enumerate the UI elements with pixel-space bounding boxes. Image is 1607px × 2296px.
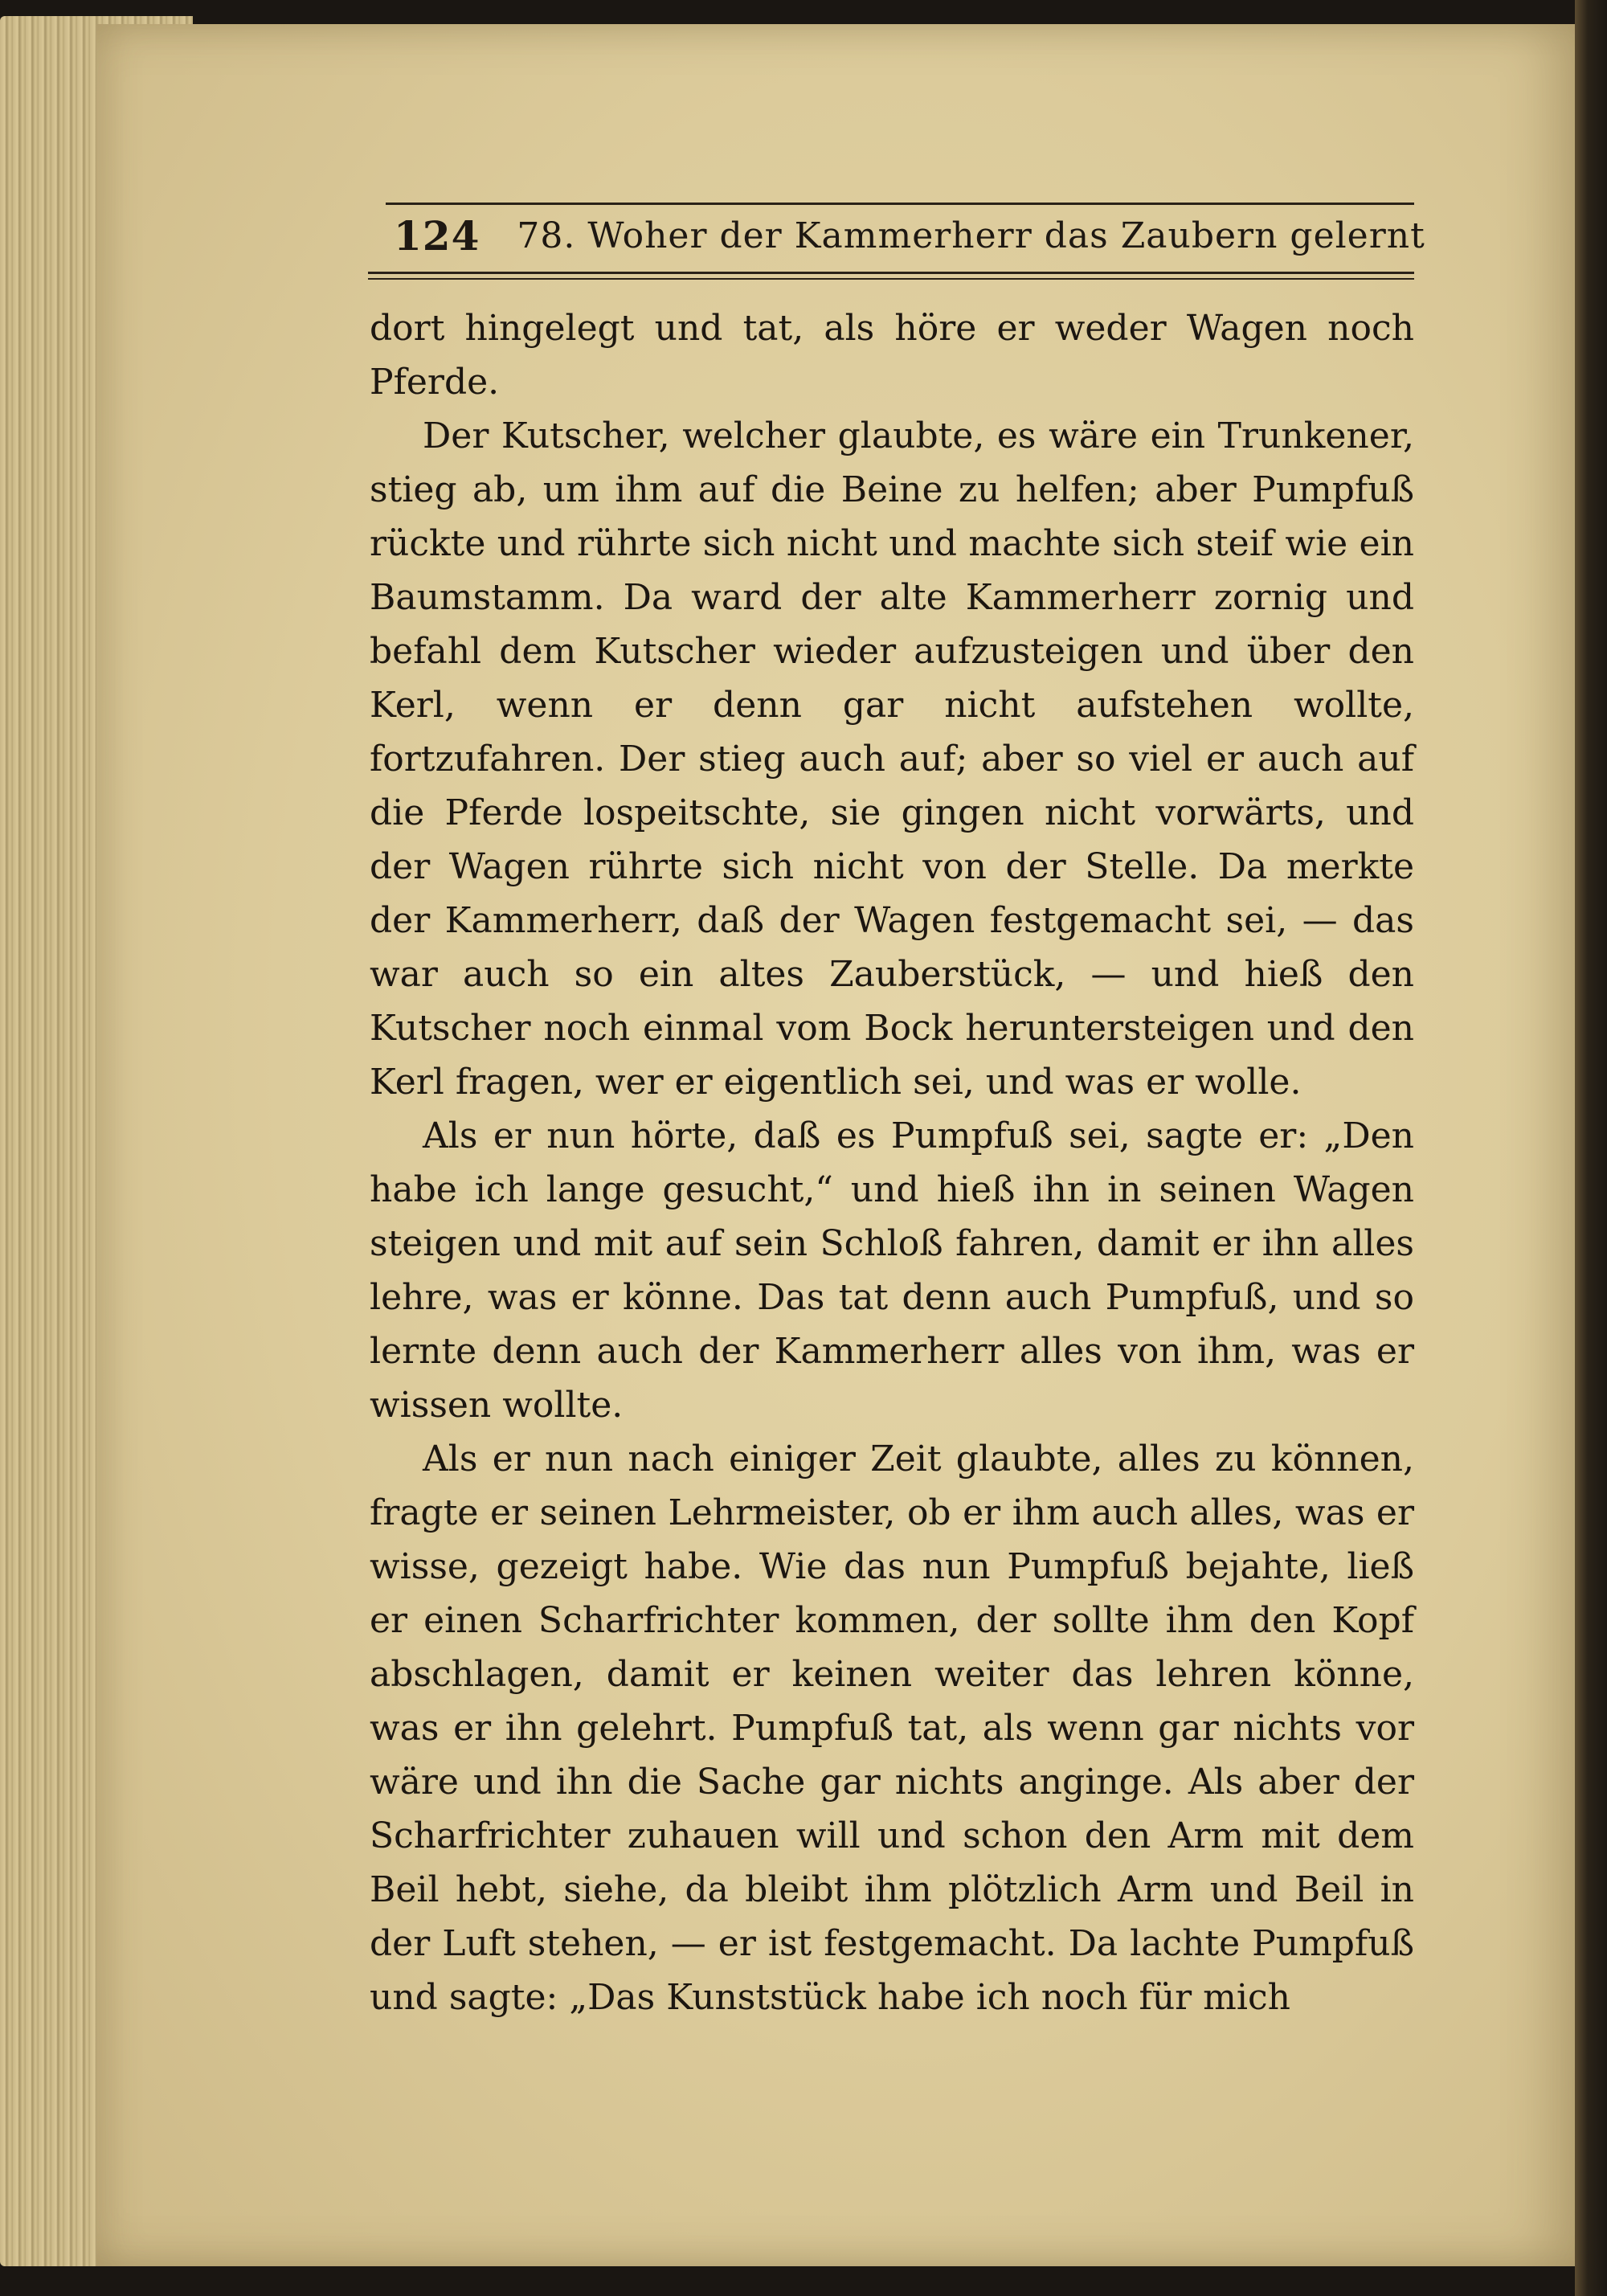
header-rule-top — [386, 203, 1414, 205]
page-header — [394, 207, 1425, 264]
page-number: 124 — [394, 211, 480, 260]
running-title: 78. Woher der Kammerherr das Zaubern gelernt — [517, 215, 1425, 256]
header-rule-bottom — [368, 272, 1414, 280]
paragraph-2: Der Kutscher, welcher glaubte, es wäre ein Trunkener, stieg ab, um ihm auf die Beine zu helfen; aber Pumpfuß rückte und rührte sich nicht und machte sich steif wie ein Baumstamm. Da ward der alte Kammerherr zornig und befahl dem Kutscher wieder aufzusteigen und über den Kerl, wenn er denn gar nicht aufstehen wollte, fortzufahren. Der stieg auch auf; aber so viel er auch auf die Pferde lospeitschte, sie gingen nicht vorwärts, und der Wagen rührte sich nicht von der Stelle. Da merkte der Kammerherr, daß der Wagen festgemacht sei, — das war auch so ein altes Zauberstück, — und hieß den Kutscher noch einmal vom Bock heruntersteigen und den Kerl fragen, wer er eigentlich sei, und was er wolle. — [370, 415, 1414, 1103]
paragraph-1: dort hingelegt und tat, als höre er weder Wagen noch Pferde. — [370, 308, 1414, 403]
body-text — [370, 301, 1414, 2024]
book-gutter-shadow — [1575, 0, 1607, 2296]
paragraph-4: Als er nun nach einiger Zeit glaubte, alles zu können, fragte er seinen Lehrmeister, ob er ihm auch alles, was er wisse, gezeigt habe. Wie das nun Pumpfuß bejahte, ließ er einen Scharfrichter kommen, der sollte ihm den Kopf abschlagen, damit er keinen weiter das lehren könne, was er ihn gelehrt. Pumpfuß tat, als wenn gar nichts vor wäre und ihn die Sache gar nichts anginge. Als aber der Scharfrichter zuhauen will und schon den Arm mit dem Beil hebt, siehe, da bleibt ihm plötzlich Arm und Beil in der Luft stehen, — er ist festgemacht. Da lachte Pumpfuß und sagte: „Das Kunststück habe ich noch für mich — [370, 1439, 1414, 2018]
paragraph-3: Als er nun hörte, daß es Pumpfuß sei, sagte er: „Den habe ich lange gesucht,“ und hieß ihn in seinen Wagen steigen und mit auf sein Schloß fahren, damit er ihn alles lehre, was er könne. Das tat denn auch Pumpfuß, und so lernte denn auch der Kammerherr alles von ihm, was er wissen wollte. — [370, 1115, 1414, 1426]
